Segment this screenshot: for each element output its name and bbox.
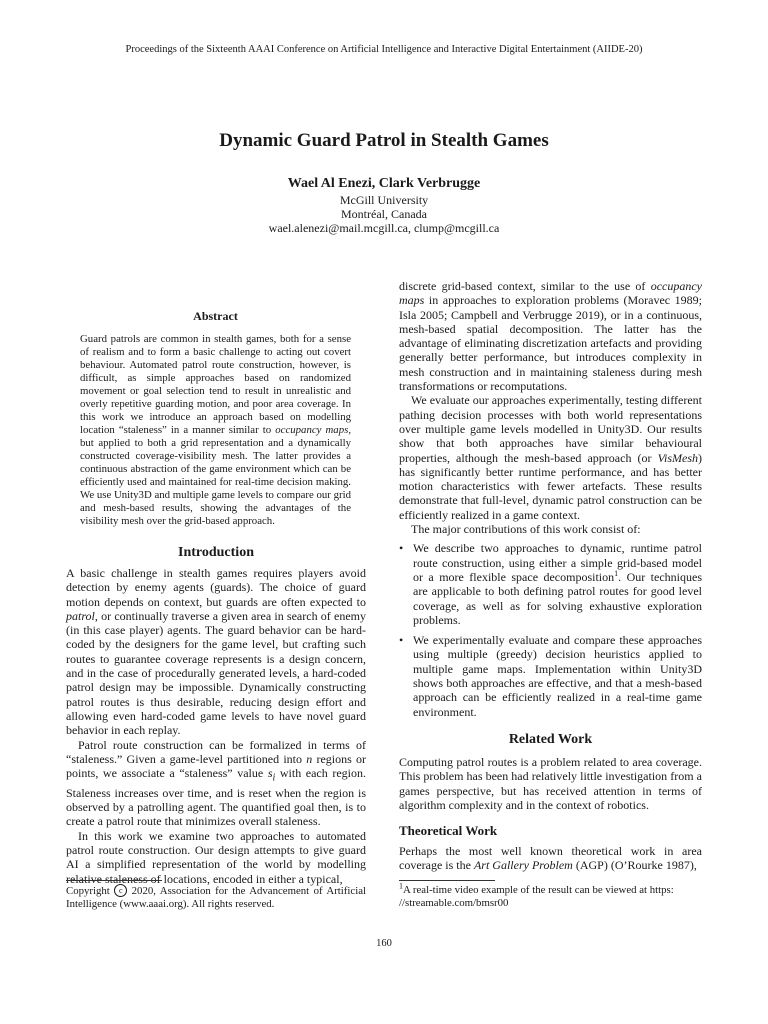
math-subscript-i: i [272,772,276,784]
affiliation-emails: wael.alenezi@mail.mcgill.ca, clump@mcgill.ca [268,221,500,235]
left-column [66,544,366,886]
text-run: A basic challenge in stealth games requires players avoid detection by enemy agents (guards). The choice of guard motion depends on context, but guards are often expected to [66,566,366,609]
text-run: We describe two approaches to dynamic, runtime patrol route construction, using either a simple grid-based model or a more flexible space decomposition [413,541,702,584]
text-run: 2020, Association for the Advancement of Artificial Intelligence (www.aaai.org). All rights reserved. [66,885,366,910]
footnote-mark: 1 [399,881,403,891]
bullet-marker: • [399,541,404,556]
bullet-marker: • [399,633,404,648]
text-run: in approaches to exploration problems (Moravec 1989; Isla 2005; Campbell and Verbrugge 2019), or in a continuous, mesh-based spatial decomposition. The latter has the advantage of eliminating discretization artefacts and providing generally better performance, but introduces complexity in mesh construction and in maintaining staleness during mesh transformations or recomputations. [399,293,702,394]
contribution-item [399,633,702,719]
footnote-rule [399,880,495,881]
text-run: ) has significantly better runtime performance, and has better motion characteristics with fewer artefacts. These results demonstrate that full-level, dynamic patrol construction can be efficiently realized in a game context. [399,450,702,522]
emphasis-agp: Art Gallery Problem [473,858,573,873]
page-number: 160 [376,938,392,949]
running-head: Proceedings of the Sixteenth AAAI Conference on Artificial Intelligence and Interactive Digital Entertainment (AIIDE-20) [125,44,643,55]
right-paragraph-3: The major contributions of this work consist of: [411,522,641,537]
contribution-list [399,541,702,719]
introduction-heading: Introduction [178,545,254,560]
abstract-heading: Abstract [193,309,238,323]
affiliation-location: Montréal, Canada [341,207,427,221]
contribution-item [399,541,702,627]
abstract-text [80,333,351,528]
emphasis-occupancy-maps: occupancy maps [399,279,702,308]
text-run: with each region. Staleness increases over time, and is reset when the region is observed by a patrolling agent. The quantified goal then, is to create a patrol route that minimizes overall staleness. [66,766,367,829]
emphasis-patrol: patrol [66,608,95,623]
math-n: n [306,751,313,766]
intro-paragraph-3: In this work we examine two approaches to automated patrol route construction. Our design attempts to give guard AI a simplified representation of the world by modelling relative staleness of locations, encoded in either a typical, [66,828,366,886]
theoretical-work-heading: Theoretical Work [399,823,498,839]
theoretical-work-paragraph [399,844,702,873]
abstract-emphasis: occupancy maps [275,424,349,436]
footnote-ref: 1 [614,568,619,578]
related-work-heading: Related Work [508,731,593,747]
text-run: Patrol route construction can be formalized in terms of “staleness.” Given a game-level partitioned into [66,737,366,766]
abstract-text-part: Guard patrols are common in stealth games, both for a sense of realism and to form a basic challenge to acting out covert behaviour. Automated patrol route construction, however, is difficult, as simple approaches based on randomized movement or goal selection tend to result in unrealistic and overly repetitive guarding motion, and poor area coverage. In this work we introduce an approach based on modelling location “staleness” in a manner similar to [80,333,351,436]
video-footnote [399,880,702,910]
abstract-text-part: , but applied to both a grid representation and a dynamically constructed coverage-visibility mesh. The latter provides a continuous abstraction of the game environment which can be efficiently used and maintained for real-time decision making. We use Unity3D and multiple game levels to compare our grid and mesh-based results, showing the advantages of the visibility mesh over the grid-based approach. [80,424,352,527]
right-paragraph-1 [399,279,702,393]
copyright-footnote [66,880,366,911]
text-run: (AGP) (O’Rourke 1987), [572,858,697,873]
text-run: . Our techniques are applicable to both defining patrol routes for good level coverage, as well as for solving exhaustive exploration problems. [413,569,702,627]
footnote-text: A real-time video example of the result can be viewed at https: //streamable.com/bmsr00 [399,884,674,909]
right-paragraph-2 [399,393,702,522]
copyright-icon: c [114,884,127,897]
affiliation-block [0,193,768,235]
text-run: Perhaps the most well known theoretical work in area coverage is the [399,844,702,873]
text-run: , or continually traverse a given area in search of enemy (in this case player) agents. The guard behavior can be hard-coded by the designers for the game level, but crafting such routes to guarantee coverage represents is a design concern, and in the case of procedurally generated levels, a hard-coded patrol design may be impossible. Dynamically constructing patrol routes is thus desirable, reducing design effort and allowing even hard-coded game levels to have novel guard behavior in each replay. [66,608,366,738]
author-list: Wael Al Enezi, Clark Verbrugge [287,176,481,191]
paper-title: Dynamic Guard Patrol in Stealth Games [219,130,549,151]
math-s: s [267,766,273,781]
intro-paragraph-2 [66,738,366,829]
footnote-rule [66,880,162,881]
text-run: Copyright [66,885,115,897]
affiliation-institution: McGill University [339,193,429,207]
intro-paragraph-1 [66,566,366,738]
text-run: We evaluate our approaches experimentally, testing different pathing decision processes with both world representations over multiple game levels modelled in Unity3D. Our results show that both approaches have similar behavioural properties, although the mesh-based approach (or [399,393,702,465]
emphasis-vismesh: VisMesh [657,450,698,465]
right-column [399,279,702,873]
related-work-paragraph: Computing patrol routes is a problem related to area coverage. This problem has been had relatively little investigation from a games perspective, but has received attention in terms of algorithm complexity and in the context of robotics. [399,754,702,812]
text-run: discrete grid-based context, similar to the use of [399,279,651,293]
text-run: We experimentally evaluate and compare these approaches using multiple (greedy) decision heuristics applied to multiple game maps. Implementation within Unity3D shows both approaches are effective, and that a mesh-based approach can be efficiently realized in a real-time game environment. [413,633,702,719]
text-run: regions or points, we associate a “staleness” value [66,751,366,781]
